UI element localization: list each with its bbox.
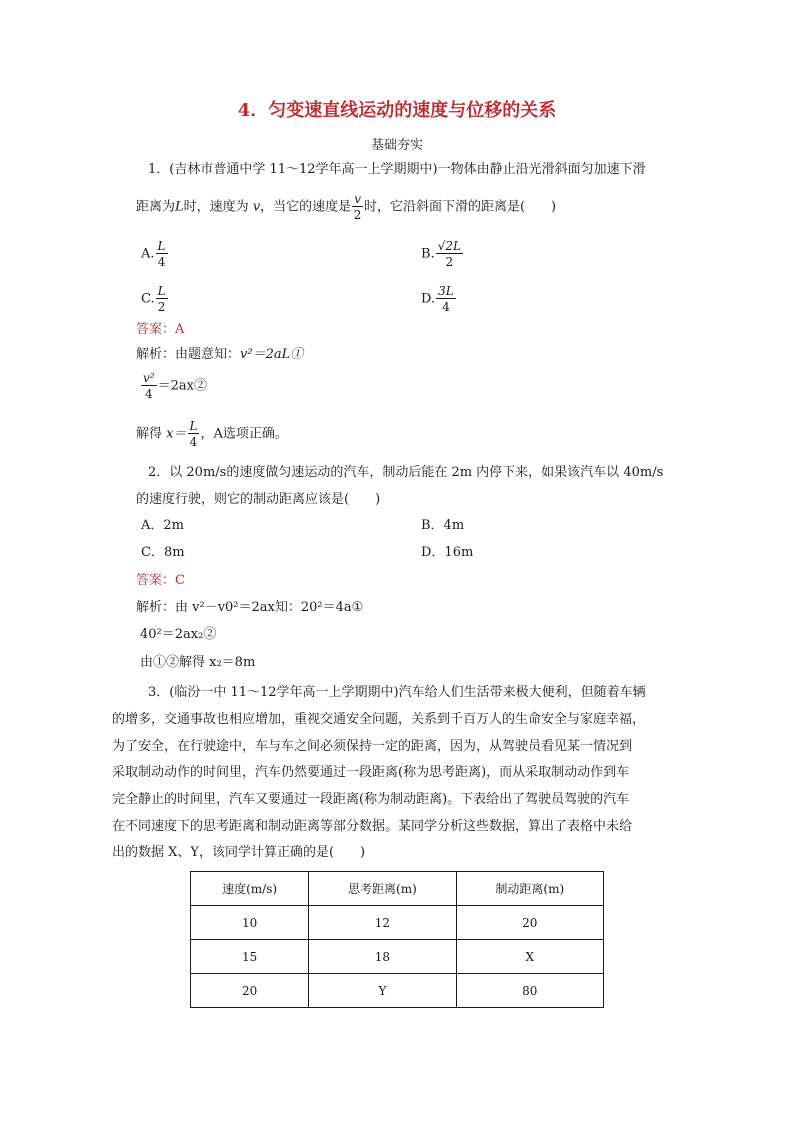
table-header-cell: 制动距离(m) <box>456 872 603 906</box>
q2-solution: 由①②解得 x₂＝8m <box>140 655 256 670</box>
table-cell: 80 <box>456 974 603 1008</box>
q2-option-b: B．4m <box>421 518 465 533</box>
q2-stem-line1: 2．以 20m/s的速度做匀速运动的汽车，制动后能在 2m 内停下来，如果该汽车以 40m/s <box>148 465 664 480</box>
table-cell: 10 <box>191 906 309 940</box>
q1-option-d: D. $\frac{3L}{4}$ <box>421 284 454 314</box>
page-title: 4．匀变速直线运动的速度与位移的关系 <box>237 100 557 121</box>
q1-analysis: 解析：由题意知：v²＝2aL① <box>136 347 304 362</box>
data-table <box>190 871 604 1008</box>
q3-stem-line2: 的增多，交通事故也相应增加，重视交通安全问题，关系到千百万人的生命安全与家庭幸福， <box>112 712 646 727</box>
q2-option-a: A．2m <box>141 518 184 533</box>
q2-option-c: C．8m <box>141 545 185 560</box>
section-heading: 基础夯实 <box>370 138 423 153</box>
q1-answer: 答案：A <box>136 322 185 337</box>
table-cell: 15 <box>191 940 309 974</box>
q2-answer: 答案：C <box>136 573 185 588</box>
q1-solution: 解得 x＝ $\frac{L}{4}$ ，A选项正确。 <box>136 419 288 449</box>
table-cell: 18 <box>309 940 456 974</box>
q3-stem-line3: 为了安全，在行驶途中，车与车之间必须保持一定的距离，因为，从驾驶员看见某一情况到 <box>112 739 633 754</box>
table-cell: 20 <box>191 974 309 1008</box>
q3-stem-line4: 采取制动动作的时间里，汽车仍然要通过一段距离(称为思考距离)，而从采取制动动作到车 <box>112 765 630 780</box>
table-header-row <box>191 872 604 906</box>
q1-stem-line1: 1．(吉林市普通中学 11～12学年高一上学期期中)一物体由静止沿光滑斜面匀加速下滑 <box>148 162 646 177</box>
table-header-cell: 速度(m/s) <box>191 872 309 906</box>
q1-stem-line2: 距离为L时，速度为 v，当它的速度是 $\frac{v}{2}$ 时，它沿斜面下滑的距离是( ) <box>136 192 557 222</box>
table-row <box>191 906 604 940</box>
table-header-cell: 思考距离(m) <box>309 872 456 906</box>
q2-stem-line2: 的速度行驶，则它的制动距离应该是( ) <box>136 492 381 507</box>
q3-stem-line6: 在不同速度下的思考距离和制动距离等部分数据。某同学分析这些数据，算出了表格中未给 <box>112 819 633 834</box>
q2-analysis: 解析：由 v²－v0²＝2ax知：20²＝4a① <box>136 600 364 615</box>
q3-stem-line7: 出的数据 X、Y，该同学计算正确的是( ) <box>112 845 366 860</box>
q3-stem-line5: 完全静止的时间里，汽车又要通过一段距离(称为制动距离)。下表给出了驾驶员驾驶的汽车 <box>112 792 630 807</box>
q3-stem-line1: 3．(临汾一中 11～12学年高一上学期期中)汽车给人们生活带来极大便利，但随着车辆 <box>148 685 646 700</box>
q2-equation-2: 40²＝2ax₂② <box>140 627 217 642</box>
fraction-v-over-2: $\frac{v}{2}$ <box>353 192 362 222</box>
table-row <box>191 974 604 1008</box>
table-row <box>191 940 604 974</box>
q2-option-d: D．16m <box>421 545 474 560</box>
q1-option-b: B. $\frac{√2L}{2}$ <box>421 239 461 269</box>
table-cell: 12 <box>309 906 456 940</box>
q1-option-c: C. $\frac{L}{2}$ <box>141 284 166 314</box>
table-cell: 20 <box>456 906 603 940</box>
q1-option-a: A. $\frac{L}{4}$ <box>141 239 166 269</box>
table-cell: X <box>456 940 603 974</box>
table-cell: Y <box>309 974 456 1008</box>
q1-equation-2: $\frac{\text{v²}}{4}$ ＝2ax② <box>143 371 207 401</box>
